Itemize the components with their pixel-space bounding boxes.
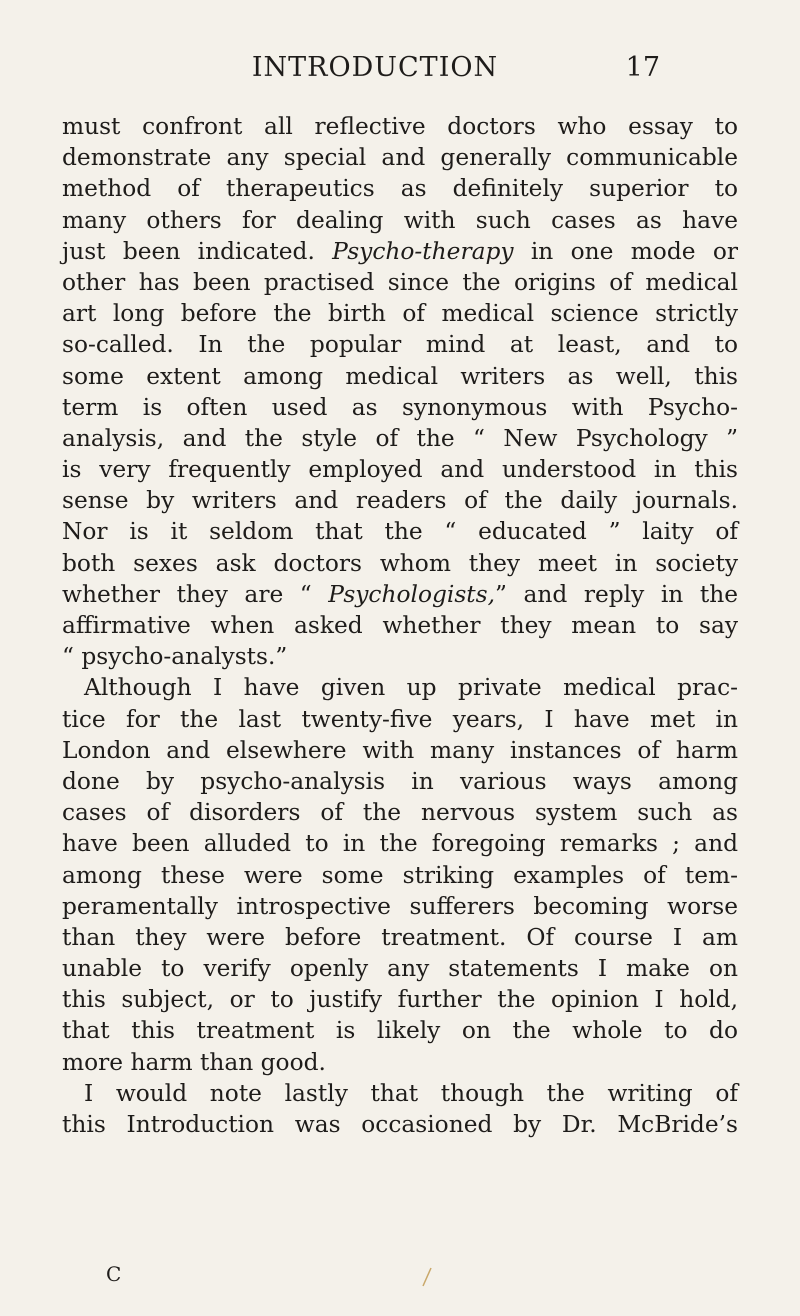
italic-text: Psycho-therapy	[332, 237, 514, 265]
text-segment: this Introduction was occasioned by Dr. McBride’s	[62, 1111, 738, 1138]
text-segment: just been indicated.	[62, 237, 333, 265]
page-header	[0, 52, 800, 92]
text-segment: peramentally introspective sufferers becoming worse	[62, 892, 738, 920]
text-line	[62, 516, 738, 547]
text-segment: I would note lastly that though the writing of	[84, 1079, 738, 1107]
text-segment: other has been practised since the origins of medical	[62, 268, 738, 296]
text-line	[62, 922, 738, 953]
text-segment: in one mode or	[513, 237, 739, 265]
text-line	[62, 392, 738, 423]
stray-pen-mark	[420, 1266, 434, 1288]
text-line	[62, 1078, 738, 1109]
text-line	[62, 329, 738, 360]
text-line	[62, 454, 738, 485]
text-segment: this subject, or to justify further the opinion I hold,	[62, 986, 738, 1014]
text-line	[62, 205, 738, 236]
body-text	[62, 111, 738, 1140]
text-segment: Nor is it seldom that the “ educated ” laity of	[62, 518, 738, 546]
text-segment: affirmative when asked whether they mean to say	[62, 612, 738, 639]
text-line	[62, 891, 738, 922]
text-segment: cases of disorders of the nervous system such as	[62, 799, 738, 827]
text-line	[62, 984, 738, 1015]
text-segment: art long before the birth of medical science strictly	[62, 300, 738, 328]
text-segment: so-called. In the popular mind at least, and to	[62, 331, 738, 359]
text-line	[62, 485, 738, 516]
text-line	[62, 672, 738, 703]
text-line	[62, 267, 738, 298]
text-line	[62, 1015, 738, 1046]
text-segment: done by psycho-analysis in various ways among	[62, 767, 738, 795]
italic-text: Psychologists,	[328, 580, 496, 608]
text-line	[62, 1047, 738, 1078]
text-line	[62, 548, 738, 579]
text-line	[62, 423, 738, 454]
text-segment: must confront all reflective doctors who essay to	[62, 113, 738, 140]
text-segment: term is often used as synonymous with Psycho-	[62, 393, 738, 421]
text-segment: “ psycho-analysts.”	[62, 643, 288, 671]
text-segment: both sexes ask doctors whom they meet in society	[62, 549, 738, 577]
text-segment: Although I have given up private medical prac-	[84, 674, 738, 702]
text-line	[62, 735, 738, 766]
text-segment: London and elsewhere with many instances of harm	[62, 736, 738, 764]
text-line	[62, 766, 738, 797]
text-segment: tice for the last twenty-five years, I have met in	[62, 705, 738, 733]
text-line	[62, 111, 738, 142]
text-line	[62, 860, 738, 891]
page-number: 17	[625, 52, 660, 83]
signature-mark: C	[106, 1262, 122, 1286]
text-line	[62, 953, 738, 984]
text-segment: sense by writers and readers of the daily journals.	[62, 487, 738, 515]
text-segment: have been alluded to in the foregoing remarks ; and	[62, 830, 738, 858]
text-line	[62, 361, 738, 392]
text-line	[62, 797, 738, 828]
text-line	[62, 236, 738, 267]
text-segment: ” and reply in the	[495, 580, 738, 608]
text-line	[62, 142, 738, 173]
text-line	[62, 610, 738, 641]
text-line	[62, 641, 738, 672]
text-line	[62, 704, 738, 735]
running-head: INTRODUCTION	[251, 52, 499, 83]
text-segment: than they were before treatment. Of course I am	[62, 923, 738, 951]
text-segment: unable to verify openly any statements I make on	[62, 955, 738, 983]
text-line	[62, 1109, 738, 1140]
text-line	[62, 828, 738, 859]
text-segment: among these were some striking examples of tem-	[62, 861, 738, 889]
text-segment: is very frequently employed and understood in this	[62, 456, 738, 484]
text-segment: many others for dealing with such cases as have	[62, 206, 738, 234]
text-segment: analysis, and the style of the “ New Psychology ”	[62, 424, 738, 452]
text-segment: more harm than good.	[62, 1048, 326, 1076]
text-line	[62, 173, 738, 204]
text-segment: demonstrate any special and generally communicable	[62, 144, 738, 172]
text-segment: whether they are “	[62, 580, 329, 608]
text-line	[62, 298, 738, 329]
text-segment: method of therapeutics as definitely superior to	[62, 175, 738, 203]
text-segment: that this treatment is likely on the whole to do	[62, 1017, 738, 1045]
text-segment: some extent among medical writers as well, this	[62, 362, 738, 390]
text-line	[62, 579, 738, 610]
